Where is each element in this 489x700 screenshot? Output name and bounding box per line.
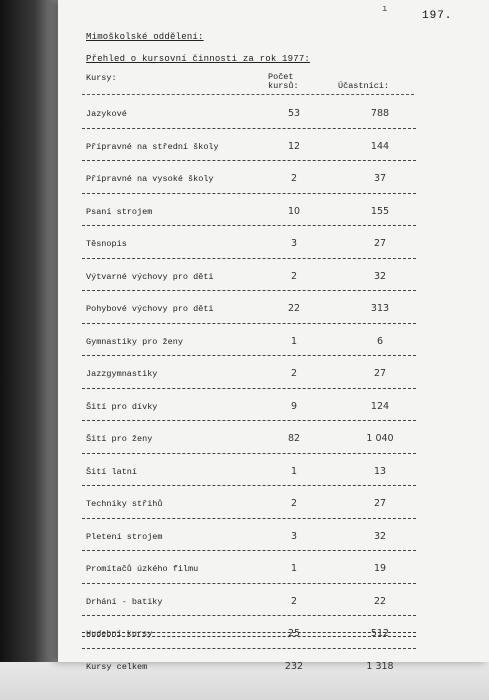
column-header-ucastnici: Účastníci: <box>338 81 390 91</box>
table-row <box>82 584 416 617</box>
course-count: 12 <box>287 140 301 152</box>
course-name: Gymnastiky pro ženy <box>86 336 183 347</box>
table-row <box>82 389 416 422</box>
column-header-pocet-line2: kursů: <box>268 81 299 91</box>
table-row <box>82 194 416 227</box>
course-count: 9 <box>290 400 298 412</box>
course-count: 232 <box>284 660 304 672</box>
participant-count: 1 040 <box>366 433 394 444</box>
participant-count: 37 <box>373 173 387 184</box>
table-row <box>82 226 416 259</box>
participant-count: 19 <box>373 563 387 574</box>
course-name: Techniky střihů <box>86 499 163 509</box>
course-name: Kursy celkem <box>86 661 148 672</box>
course-name: Výtvarné výchovy pro děti <box>86 271 214 282</box>
course-count: 2 <box>290 270 298 282</box>
course-count: 2 <box>290 368 298 379</box>
table-end-rule <box>82 632 416 637</box>
course-name: Těsnopis <box>86 239 127 249</box>
participant-count: 6 <box>376 335 384 347</box>
participant-count: 32 <box>373 270 387 282</box>
course-name: Přípravné na střední školy <box>86 141 219 152</box>
course-name: Hudební kursy <box>86 629 153 639</box>
participant-count: 27 <box>373 238 387 249</box>
document-page <box>58 0 489 672</box>
table-total-row <box>82 649 416 681</box>
course-count: 1 <box>290 465 298 477</box>
top-mark: ı <box>382 4 388 14</box>
course-count: 2 <box>290 498 298 509</box>
table-row <box>82 324 416 357</box>
participant-count: 155 <box>370 205 390 217</box>
table-row <box>82 161 416 194</box>
course-count: 3 <box>290 530 298 542</box>
participant-count: 32 <box>373 530 387 542</box>
participant-count: 313 <box>370 303 390 314</box>
column-header-kursy: Kursy: <box>86 73 117 83</box>
course-name: Pohybové výchovy pro děti <box>86 304 214 314</box>
table-row <box>82 519 416 552</box>
participant-count: 27 <box>373 368 387 379</box>
course-count: 3 <box>290 238 298 249</box>
course-count: 1 <box>290 335 298 347</box>
column-header-pocet-line1: Počet <box>268 72 294 82</box>
participant-count: 144 <box>370 140 390 152</box>
page-number: 197. <box>422 10 453 22</box>
participant-count: 124 <box>370 400 390 412</box>
table-row <box>82 551 416 584</box>
course-count: 53 <box>287 108 301 119</box>
course-name: Promítačů úzkého filmu <box>86 564 199 574</box>
table-row <box>82 129 416 162</box>
table-row <box>82 486 416 519</box>
course-name: Jazzgymnastiky <box>86 369 158 379</box>
course-name: Psaní strojem <box>86 206 153 217</box>
table-row <box>82 356 416 389</box>
table-row <box>82 291 416 324</box>
course-count: 82 <box>287 433 301 444</box>
course-count: 2 <box>290 173 298 184</box>
course-name: Pletení strojem <box>86 531 163 542</box>
course-count: 1 <box>290 563 298 574</box>
course-count: 25 <box>287 628 301 639</box>
course-name: Přípravné na vysoké školy <box>86 174 214 184</box>
header-rule <box>82 94 414 95</box>
course-name: Šití pro ženy <box>86 434 153 444</box>
table-row <box>82 454 416 487</box>
report-title: Přehled o kursovní činnosti za rok 1977: <box>86 54 311 64</box>
course-count: 10 <box>287 205 301 217</box>
course-name: Jazykové <box>86 109 127 119</box>
table-row <box>82 259 416 292</box>
course-table <box>82 96 416 680</box>
course-name: Drhání - batiky <box>86 596 163 607</box>
participant-count: 22 <box>373 595 387 607</box>
course-count: 2 <box>290 595 298 607</box>
participant-count: 512 <box>370 628 390 639</box>
column-header-pocet-kursu <box>268 73 299 91</box>
department-heading: Mimoškolské oddělení: <box>86 32 204 42</box>
course-name: Šití latní <box>86 466 138 477</box>
participant-count: 788 <box>370 108 390 119</box>
table-row <box>82 96 416 129</box>
scan-left-edge <box>0 0 58 662</box>
participant-count: 27 <box>373 498 387 509</box>
course-count: 22 <box>287 303 301 314</box>
table-row <box>82 421 416 454</box>
participant-count: 1 318 <box>366 660 394 672</box>
course-name: Šití pro dívky <box>86 401 158 412</box>
participant-count: 13 <box>373 465 387 477</box>
